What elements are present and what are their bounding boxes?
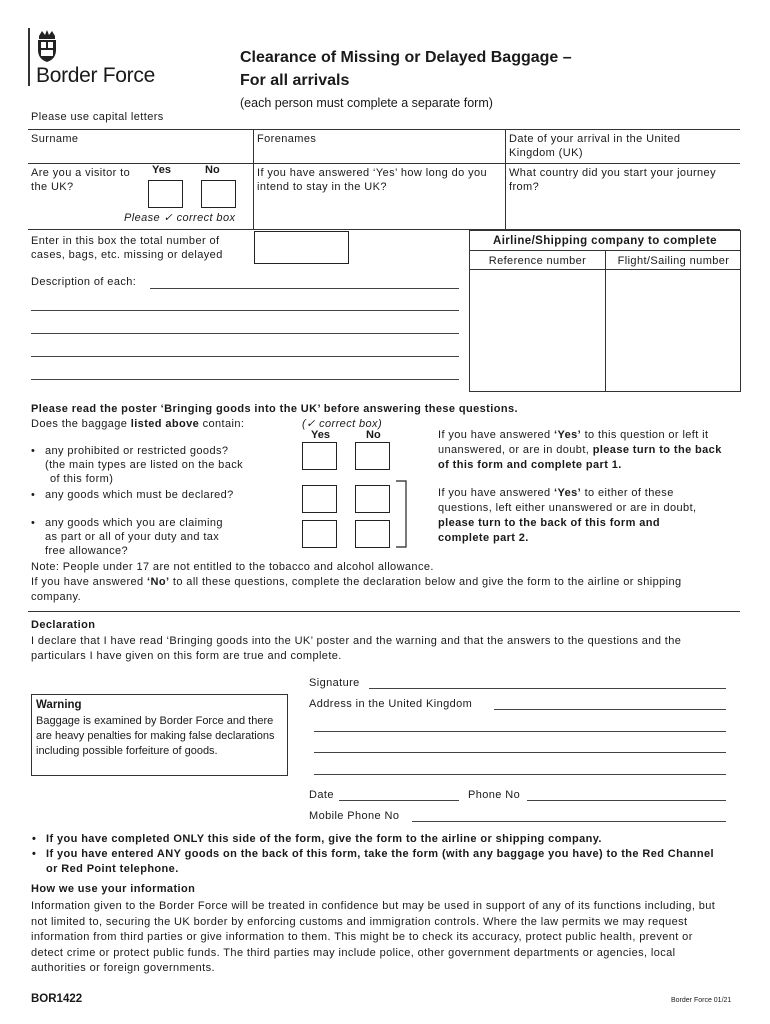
form-version: Border Force 01/21 <box>671 997 732 1004</box>
q1-label: • any prohibited or restricted goods? <box>45 444 228 458</box>
info-heading: How we use your information <box>31 883 196 895</box>
date-label: Date <box>309 789 334 801</box>
arrival-date-label: Date of your arrival in the United Kingdom (UK) <box>509 133 681 159</box>
no-header: No <box>366 429 381 441</box>
bracket-icon <box>394 479 414 549</box>
royal-crest-icon <box>33 28 61 64</box>
visitor-yes-checkbox[interactable] <box>148 180 183 208</box>
forenames-label: Forenames <box>257 133 317 145</box>
total-cases-field[interactable] <box>254 231 349 264</box>
section-divider <box>28 611 740 612</box>
date-field[interactable] <box>339 800 459 801</box>
note-part2: If you have answered ‘Yes’ to either of these questions, left either unanswered or are in doubt, please turn to the back of this form and complete part 2. <box>438 487 697 544</box>
note-part1: If you have answered ‘Yes’ to this question or left it unanswered, or are in doubt, please turn to the back of this form and complete part 1. <box>438 429 722 471</box>
q2-yes-checkbox[interactable] <box>302 485 337 513</box>
logo-rule <box>28 28 30 86</box>
q3-no-checkbox[interactable] <box>355 520 390 548</box>
address-field[interactable] <box>314 774 726 775</box>
address-label: Address in the United Kingdom <box>309 698 473 710</box>
under-17-note: Note: People under 17 are not entitled to the tobacco and alcohol allowance. <box>31 561 434 573</box>
all-no-note: If you have answered ‘No’ to all these questions, complete the declaration below and give the form to the airline or shipping company. <box>31 576 682 603</box>
reference-number-header: Reference number <box>488 255 587 267</box>
info-text: Information given to the Border Force will be treated in confidence but may be used in support of any of its functions including, but not limited to, securing the UK border by enforcing customs and immigration controls. Where the law permits we may request information from third parties or give information to them. This might be to check its accuracy, protect public health, prevent or detect crime or protect public funds. The third parties may include police, other government departments or agencies, local authorities or foreign governments. <box>31 900 716 974</box>
q3-label-line2: as part or all of your duty and tax <box>45 531 220 543</box>
org-name: Border Force <box>36 64 155 87</box>
q2-no-checkbox[interactable] <box>355 485 390 513</box>
visitor-no-checkbox[interactable] <box>201 180 236 208</box>
q3-label: • any goods which you are claiming <box>45 516 223 530</box>
yes-label: Yes <box>152 164 171 176</box>
no-label: No <box>205 164 220 176</box>
q1-yes-checkbox[interactable] <box>302 442 337 470</box>
grid-row-line <box>28 163 740 164</box>
instruction-2: • If you have entered ANY goods on the back of this form, take the form (with any baggage you have) to the Red Channel or Red Point telephone. <box>46 847 716 877</box>
description-line[interactable] <box>31 310 459 311</box>
forenames-field[interactable] <box>256 146 502 162</box>
tick-hint-2: (✓ correct box) <box>302 418 383 430</box>
flight-number-field[interactable] <box>607 271 737 388</box>
address-field[interactable] <box>314 752 726 753</box>
q1-no-checkbox[interactable] <box>355 442 390 470</box>
surname-label: Surname <box>31 133 79 145</box>
form-title: Clearance of Missing or Delayed Baggage – <box>240 49 572 66</box>
warning-text: Baggage is examined by Border Force and there are heavy penalties for making false declarations including possible forfeiture of goods. <box>36 715 275 757</box>
q1-label-line3: of this form) <box>50 473 114 485</box>
instruction-1: • If you have completed ONLY this side of the form, give the form to the airline or shipping company. <box>46 832 602 846</box>
total-cases-label: Enter in this box the total number of cases, bags, etc. missing or delayed <box>31 235 223 261</box>
description-line[interactable] <box>150 288 459 289</box>
flight-number-header: Flight/Sailing number <box>617 255 730 267</box>
q3-yes-checkbox[interactable] <box>302 520 337 548</box>
signature-field[interactable] <box>369 688 726 689</box>
grid-col-line <box>505 129 506 229</box>
declaration-heading: Declaration <box>31 619 96 631</box>
q2-label: • any goods which must be declared? <box>45 488 234 502</box>
capital-letters-note: Please use capital letters <box>31 111 164 123</box>
phone-label: Phone No <box>468 789 521 801</box>
description-label: Description of each: <box>31 276 137 288</box>
description-line[interactable] <box>31 356 459 357</box>
tick-hint: Please ✓ correct box <box>124 212 236 224</box>
q3-label-line3: free allowance? <box>45 545 129 557</box>
mobile-label: Mobile Phone No <box>309 810 400 822</box>
phone-field[interactable] <box>527 800 726 801</box>
form-title-line2: For all arrivals <box>240 72 350 89</box>
warning-box <box>31 694 288 776</box>
yes-header: Yes <box>311 429 330 441</box>
grid-col-line <box>253 129 254 229</box>
declaration-text: I declare that I have read ‘Bringing goods into the UK’ poster and the warning and that the answers to the questions and the particulars I have given on this form are true and complete. <box>31 635 682 662</box>
airline-col-line <box>605 250 606 391</box>
stay-question: If you have answered ‘Yes’ how long do you intend to stay in the UK? <box>257 167 488 193</box>
form-subtitle: (each person must complete a separate form) <box>240 96 493 110</box>
mobile-field[interactable] <box>412 821 726 822</box>
warning-title: Warning <box>36 699 82 711</box>
form-code: BOR1422 <box>31 993 83 1005</box>
visitor-question: Are you a visitor to the UK? <box>31 167 131 193</box>
description-line[interactable] <box>31 379 459 380</box>
description-line[interactable] <box>31 333 459 334</box>
surname-field[interactable] <box>30 146 250 162</box>
airline-heading: Airline/Shipping company to complete <box>493 235 717 247</box>
questions-intro: Please read the poster ‘Bringing goods into the UK’ before answering these questions. <box>31 403 518 415</box>
address-field[interactable] <box>314 731 726 732</box>
country-question: What country did you start your journey from? <box>509 167 716 193</box>
q1-label-line2: (the main types are listed on the back <box>45 459 244 471</box>
address-field[interactable] <box>494 709 726 710</box>
signature-label: Signature <box>309 677 360 689</box>
reference-number-field[interactable] <box>471 271 603 388</box>
contain-question: Does the baggage listed above contain: <box>31 418 245 430</box>
grid-top-line <box>28 129 740 130</box>
